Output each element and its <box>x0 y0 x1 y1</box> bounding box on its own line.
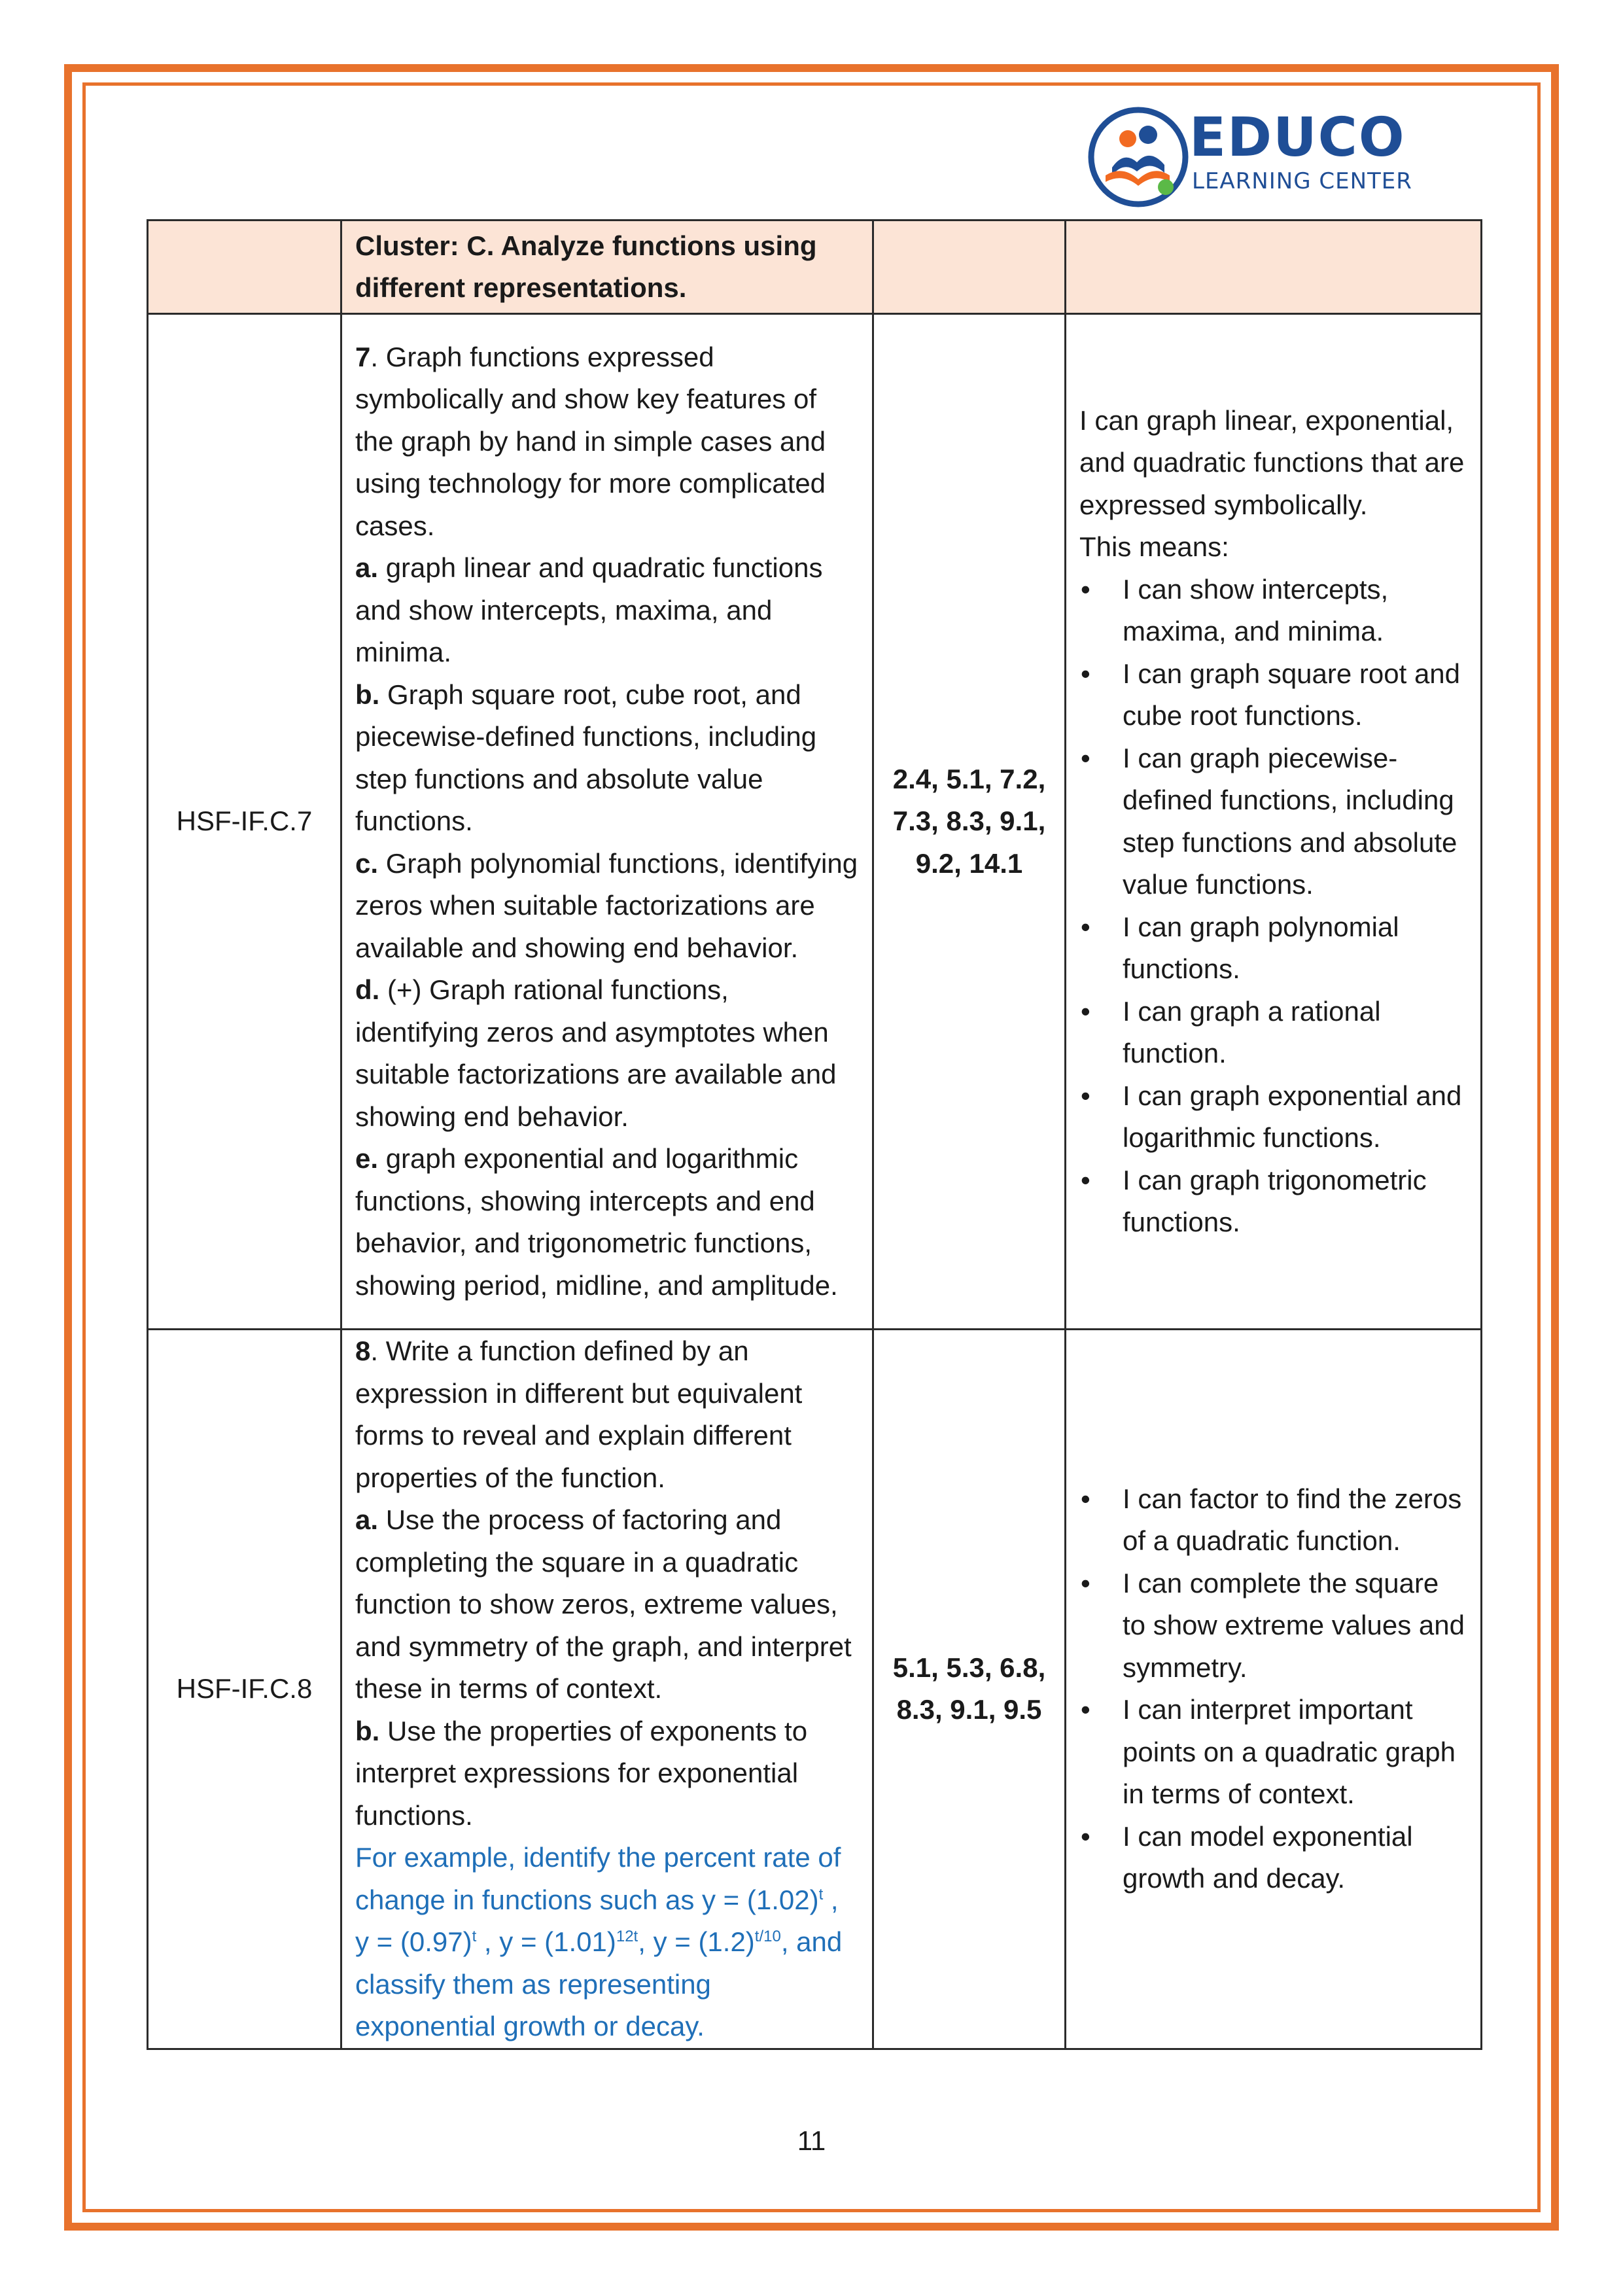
list-item: • I can graph trigonometric functions. <box>1079 1159 1467 1244</box>
exponent: t <box>472 1928 477 1945</box>
part-text: Use the process of factoring and completing the square in a quadratic function to show zeros, extreme values, and symmetry of the graph, and interpret these in terms of context. <box>355 1504 852 1704</box>
ican-statements-cell <box>1066 314 1482 1330</box>
example-part: For example, identify the percent rate of change in functions such as y = (1.02) <box>355 1842 841 1915</box>
part-text: Graph polynomial functions, identifying zeros when suitable factorizations are available and showing end behavior. <box>355 847 858 963</box>
part-text: graph linear and quadratic functions and show intercepts, maxima, and minima. <box>355 552 823 668</box>
logo-title: EDUCO <box>1189 107 1406 169</box>
part-text: Graph square root, cube root, and piecewise-defined functions, including step functions and absolute value functions. <box>355 679 817 837</box>
list-item: • I can graph a rational function. <box>1079 991 1467 1075</box>
example-part: , y = (0.97) <box>355 1884 839 1957</box>
ican-means: This means: <box>1079 531 1229 562</box>
list-item: • I can model exponential growth and decay. <box>1079 1816 1467 1900</box>
standard-text: . Write a function defined by an expression in different but equivalent forms to reveal and explain different properties of the function. <box>355 1335 803 1493</box>
standard-intro <box>355 336 859 548</box>
cluster-title-cell <box>341 221 873 314</box>
standard-description-cell <box>341 1330 873 2049</box>
part-letter: d. <box>355 974 380 1006</box>
ican-list <box>1079 1478 1467 1900</box>
cluster-title: Cluster: C. Analyze functions using different representations. <box>355 230 817 303</box>
cluster-header-row <box>148 221 1482 314</box>
cluster-lessons-cell <box>873 221 1066 314</box>
standard-part <box>355 674 859 843</box>
page-number: 11 <box>797 2125 826 2156</box>
standard-code: HSF-IF.C.7 <box>148 314 341 1330</box>
cluster-ican-cell <box>1066 221 1482 314</box>
lesson-references: 2.4, 5.1, 7.2, 7.3, 8.3, 9.1, 9.2, 14.1 <box>873 314 1066 1330</box>
standard-part <box>355 1710 859 1837</box>
standard-part <box>355 1499 859 1710</box>
lesson-references: 5.1, 5.3, 6.8, 8.3, 9.1, 9.5 <box>873 1330 1066 2049</box>
logo-subtitle: LEARNING CENTER <box>1192 168 1412 194</box>
list-item: • I can interpret important points on a quadratic graph in terms of context. <box>1079 1689 1467 1816</box>
standard-intro <box>355 1330 859 1499</box>
standard-part <box>355 843 859 970</box>
standard-number: 7 <box>355 341 371 372</box>
table-row <box>148 1330 1482 2049</box>
ican-statements-cell <box>1066 1330 1482 2049</box>
part-letter: b. <box>355 679 380 710</box>
standard-part <box>355 547 859 674</box>
part-letter: c. <box>355 847 379 879</box>
ican-list <box>1079 569 1467 1244</box>
cluster-code-cell <box>148 221 341 314</box>
list-item: • I can graph piecewise-defined functions, including step functions and absolute value functions. <box>1079 737 1467 906</box>
educo-logo <box>1086 105 1413 209</box>
example-part: , y = (1.01) <box>476 1926 616 1957</box>
list-item: • I can graph square root and cube root functions. <box>1079 653 1467 737</box>
exponent: t/10 <box>754 1928 781 1945</box>
list-item: • I can factor to find the zeros of a quadratic function. <box>1079 1478 1467 1563</box>
standards-table <box>147 219 1482 2050</box>
part-letter: b. <box>355 1715 380 1746</box>
part-letter: a. <box>355 552 379 584</box>
list-item: • I can show intercepts, maxima, and minima. <box>1079 569 1467 653</box>
standard-number: 8 <box>355 1335 371 1366</box>
exponent: t <box>818 1885 824 1903</box>
list-item: • I can graph exponential and logarithmic functions. <box>1079 1075 1467 1159</box>
part-text: graph exponential and logarithmic functions, showing intercepts and end behavior, and trigonometric functions, showing period, midline, and amplitude. <box>355 1143 838 1301</box>
standard-text: . Graph functions expressed symbolically and show key features of the graph by hand in simple cases and using technology for more complicated cases. <box>355 341 826 541</box>
ican-intro: I can graph linear, exponential, and quadratic functions that are expressed symbolically. <box>1079 404 1465 520</box>
part-text: (+) Graph rational functions, identifying zeros and asymptotes when suitable factorizations are available and showing end behavior. <box>355 974 837 1132</box>
example-text <box>355 1837 859 2048</box>
standard-part <box>355 969 859 1138</box>
table-row <box>148 314 1482 1330</box>
part-letter: e. <box>355 1143 379 1174</box>
part-letter: a. <box>355 1504 379 1535</box>
standard-code: HSF-IF.C.8 <box>148 1330 341 2049</box>
educo-logo-icon <box>1086 105 1191 209</box>
standard-description-cell <box>341 314 873 1330</box>
example-part: , and classify them as representing exponential growth or decay. <box>355 1926 843 2041</box>
example-part: , y = (1.2) <box>638 1926 755 1957</box>
part-text: Use the properties of exponents to interpret expressions for exponential functions. <box>355 1715 808 1831</box>
list-item: • I can complete the square to show extreme values and symmetry. <box>1079 1563 1467 1689</box>
standard-part <box>355 1138 859 1307</box>
list-item: • I can graph polynomial functions. <box>1079 906 1467 991</box>
exponent: 12t <box>616 1928 638 1945</box>
